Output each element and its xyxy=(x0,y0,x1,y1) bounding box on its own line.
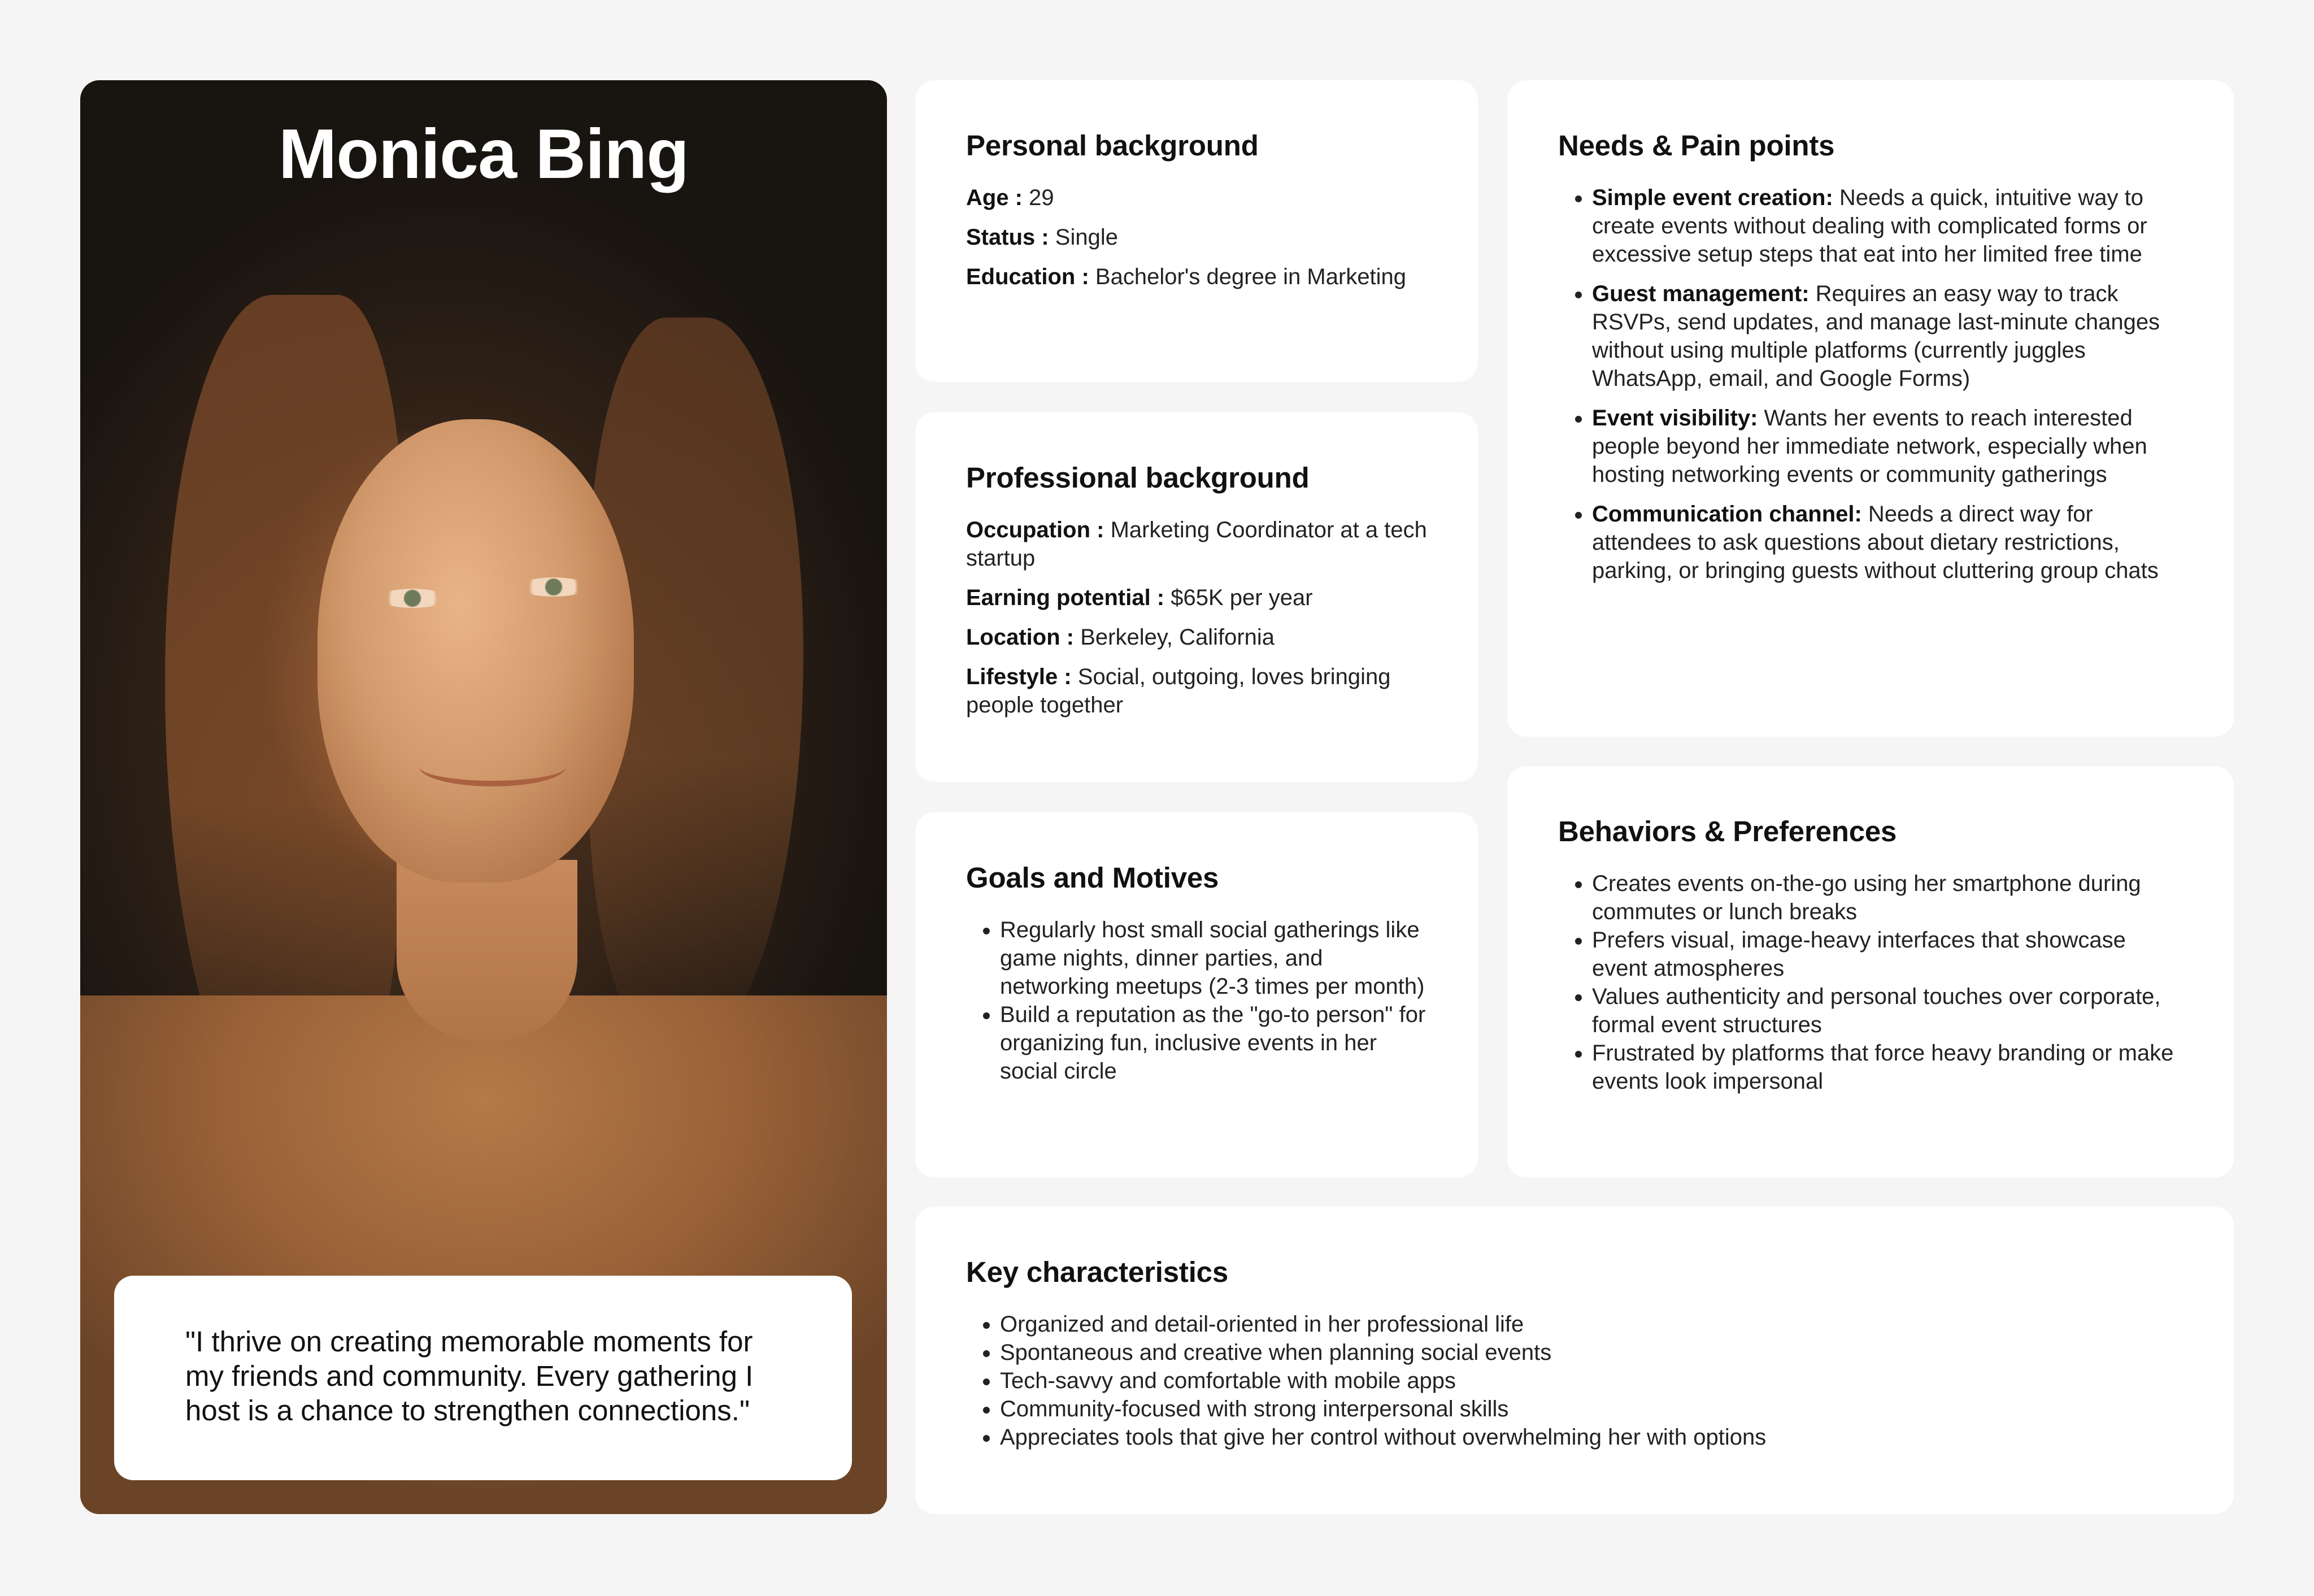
card-title: Key characteristics xyxy=(966,1256,1228,1288)
list-item: • Communication channel: Needs a direct way for attendees to ask questions about dietary restrictions, parking, or bringing guests without cluttering group chats xyxy=(1592,500,2183,585)
list-item: • Tech-savvy and comfortable with mobile apps xyxy=(1000,1367,2183,1395)
persona-name: Monica Bing xyxy=(278,115,689,193)
key-characteristics-card xyxy=(915,1207,2234,1514)
goals-list xyxy=(966,916,1427,1085)
list-item: • Community-focused with strong interpersonal skills xyxy=(1000,1395,2183,1423)
photo-neck xyxy=(397,860,577,1041)
list-item: • Spontaneous and creative when planning social events xyxy=(1000,1338,2183,1367)
personal-background-card xyxy=(915,80,1478,382)
age-row: Age : 29 xyxy=(966,185,1054,210)
card-title: Needs & Pain points xyxy=(1558,129,1835,162)
needs-list xyxy=(1558,184,2183,585)
behaviors-card xyxy=(1507,766,2234,1177)
lifestyle-row: Lifestyle : Social, outgoing, loves bringing people together xyxy=(966,664,1391,717)
persona-quote: "I thrive on creating memorable moments for my friends and community. Every gathering I host is a chance to strengthen connections." xyxy=(185,1325,754,1427)
needs-card xyxy=(1507,80,2234,737)
list-item: • Regularly host small social gatherings like game nights, dinner parties, and networking meetups (2-3 times per month) xyxy=(1000,916,1427,1001)
list-item: • Prefers visual, image-heavy interfaces that showcase event atmospheres xyxy=(1592,926,2183,982)
location-row: Location : Berkeley, California xyxy=(966,625,1275,650)
list-item: • Event visibility: Wants her events to reach interested people beyond her immediate network, especially when hosting networking events or community gatherings xyxy=(1592,404,2183,489)
card-title: Behaviors & Preferences xyxy=(1558,815,1897,847)
quote-box xyxy=(114,1276,852,1480)
list-item: • Build a reputation as the "go-to person" for organizing fun, inclusive events in her social circle xyxy=(1000,1001,1427,1085)
photo-eye-right xyxy=(520,577,588,597)
earning-row: Earning potential : $65K per year xyxy=(966,585,1313,610)
list-item: • Values authenticity and personal touches over corporate, formal event structures xyxy=(1592,982,2183,1039)
photo-face xyxy=(317,419,634,882)
list-item: • Creates events on-the-go using her smartphone during commutes or lunch breaks xyxy=(1592,869,2183,926)
professional-background-card xyxy=(915,412,1478,782)
goals-card xyxy=(915,812,1478,1177)
list-item: • Guest management: Requires an easy way to track RSVPs, send updates, and manage last-minute changes without using multiple platforms (currently juggles WhatsApp, email, and Google Forms) xyxy=(1592,280,2183,393)
behaviors-list xyxy=(1558,869,2183,1095)
list-item: • Simple event creation: Needs a quick, intuitive way to create events without dealing with complicated forms or excessive setup steps that eat into her limited free time xyxy=(1592,184,2183,268)
photo-eye-left xyxy=(379,589,446,608)
education-row: Education : Bachelor's degree in Marketing xyxy=(966,264,1407,289)
card-title: Professional background xyxy=(966,462,1310,494)
list-item: • Appreciates tools that give her control without overwhelming her with options xyxy=(1000,1423,2183,1451)
photo-mouth xyxy=(419,747,566,786)
card-title: Goals and Motives xyxy=(966,862,1219,894)
profile-card xyxy=(80,80,887,1514)
list-item: • Frustrated by platforms that force heavy branding or make events look impersonal xyxy=(1592,1039,2183,1095)
card-title: Personal background xyxy=(966,129,1259,162)
occupation-row: Occupation : Marketing Coordinator at a tech startup xyxy=(966,517,1427,571)
status-row: Status : Single xyxy=(966,225,1118,250)
key-characteristics-list xyxy=(966,1310,2183,1451)
list-item: • Organized and detail-oriented in her professional life xyxy=(1000,1310,2183,1338)
